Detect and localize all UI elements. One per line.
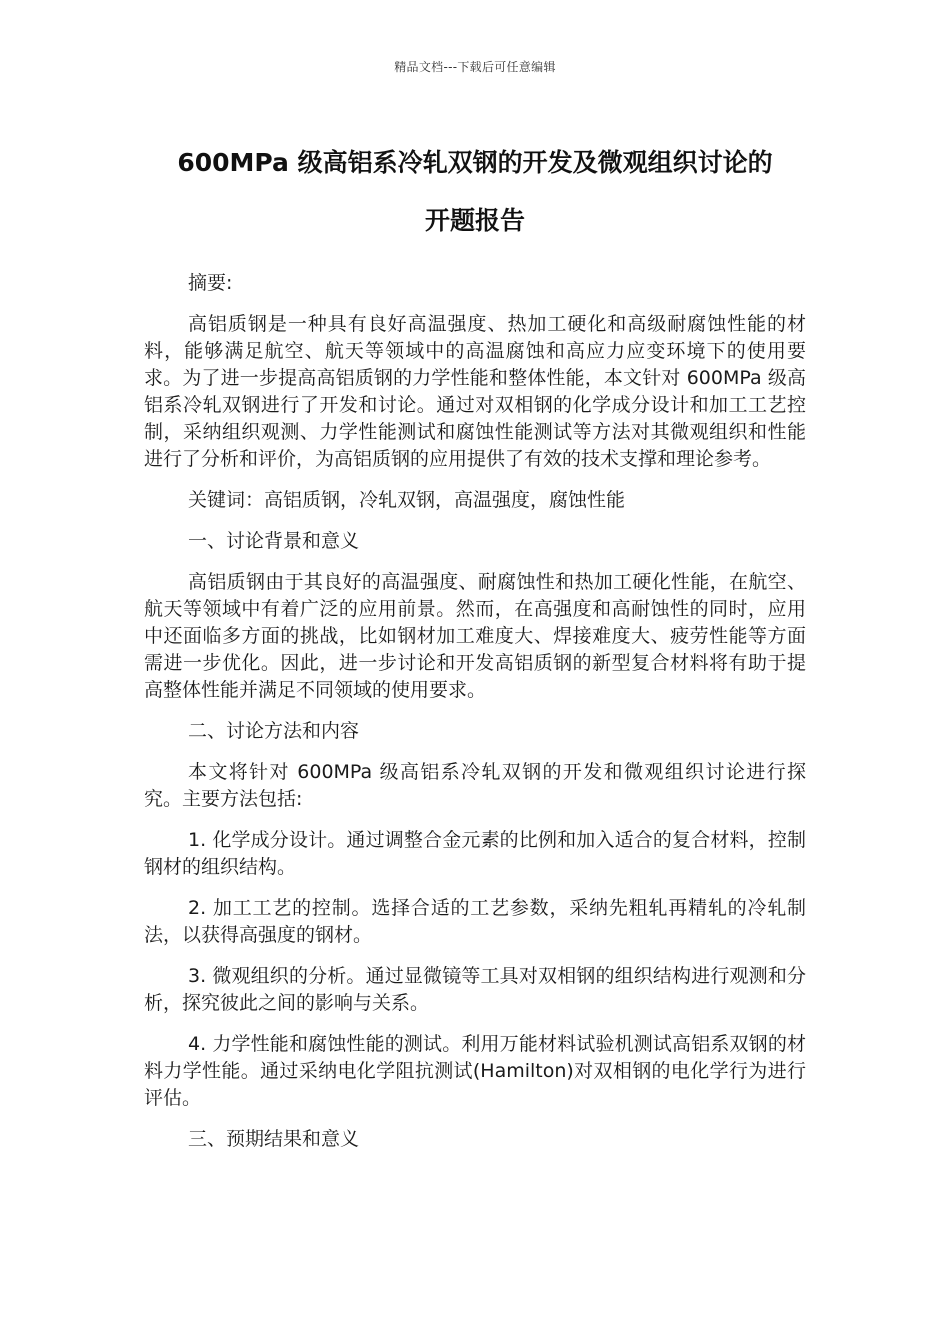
section-heading-methods: 二、讨论方法和内容 (188, 720, 360, 742)
document-title (90, 134, 860, 250)
title-line-1: 600MPa 级高铝系冷轧双钢的开发及微观组织讨论的 (177, 148, 773, 177)
method-item-2: 2. 加工工艺的控制。选择合适的工艺参数，采纳先粗轧再精轧的冷轧制法，以获得高强度的钢材。 (144, 897, 806, 946)
document-body (144, 270, 806, 1167)
section-heading-background: 一、讨论背景和意义 (188, 530, 360, 552)
abstract-paragraph: 高铝质钢是一种具有良好高温强度、热加工硬化和高级耐腐蚀性能的材料，能够满足航空、航天等领域中的高温腐蚀和高应力应变环境下的使用要求。为了进一步提高高铝质钢的力学性能和整体性能，本文针对 600MPa 级高铝系冷轧双钢进行了开发和讨论。通过对双相钢的化学成分设计和加工工艺控制，采纳组织观测、力学性能测试和腐蚀性能测试等方法对其微观组织和性能进行了分析和评价，为高铝质钢的应用提供了有效的技术支撑和理论参考。 (144, 313, 806, 470)
method-item-1: 1. 化学成分设计。通过调整合金元素的比例和加入适合的复合材料，控制钢材的组织结构。 (144, 829, 806, 878)
methods-intro-paragraph: 本文将针对 600MPa 级高铝系冷轧双钢的开发和微观组织讨论进行探究。主要方法包括: (144, 761, 806, 810)
method-item-4: 4. 力学性能和腐蚀性能的测试。利用万能材料试验机测试高铝系双钢的材料力学性能。通过采纳电化学阻抗测试(Hamilton)对双相钢的电化学行为进行评估。 (144, 1033, 806, 1109)
abstract-label: 摘要: (188, 272, 233, 294)
method-item-3: 3. 微观组织的分析。通过显微镜等工具对双相钢的组织结构进行观测和分析，探究彼此之间的影响与关系。 (144, 965, 806, 1014)
title-line-2: 开题报告 (424, 206, 525, 235)
background-paragraph: 高铝质钢由于其良好的高温强度、耐腐蚀性和热加工硬化性能，在航空、航天等领域中有着广泛的应用前景。然而，在高强度和高耐蚀性的同时，应用中还面临多方面的挑战，比如钢材加工难度大、焊接难度大、疲劳性能等方面需进一步优化。因此，进一步讨论和开发高铝质钢的新型复合材料将有助于提高整体性能并满足不同领域的使用要求。 (144, 571, 806, 701)
keywords-line: 关键词：高铝质钢，冷轧双钢，高温强度，腐蚀性能 (188, 489, 626, 511)
header-note: 精品文档---下载后可任意编辑 (394, 60, 556, 74)
section-heading-results: 三、预期结果和意义 (188, 1128, 360, 1150)
